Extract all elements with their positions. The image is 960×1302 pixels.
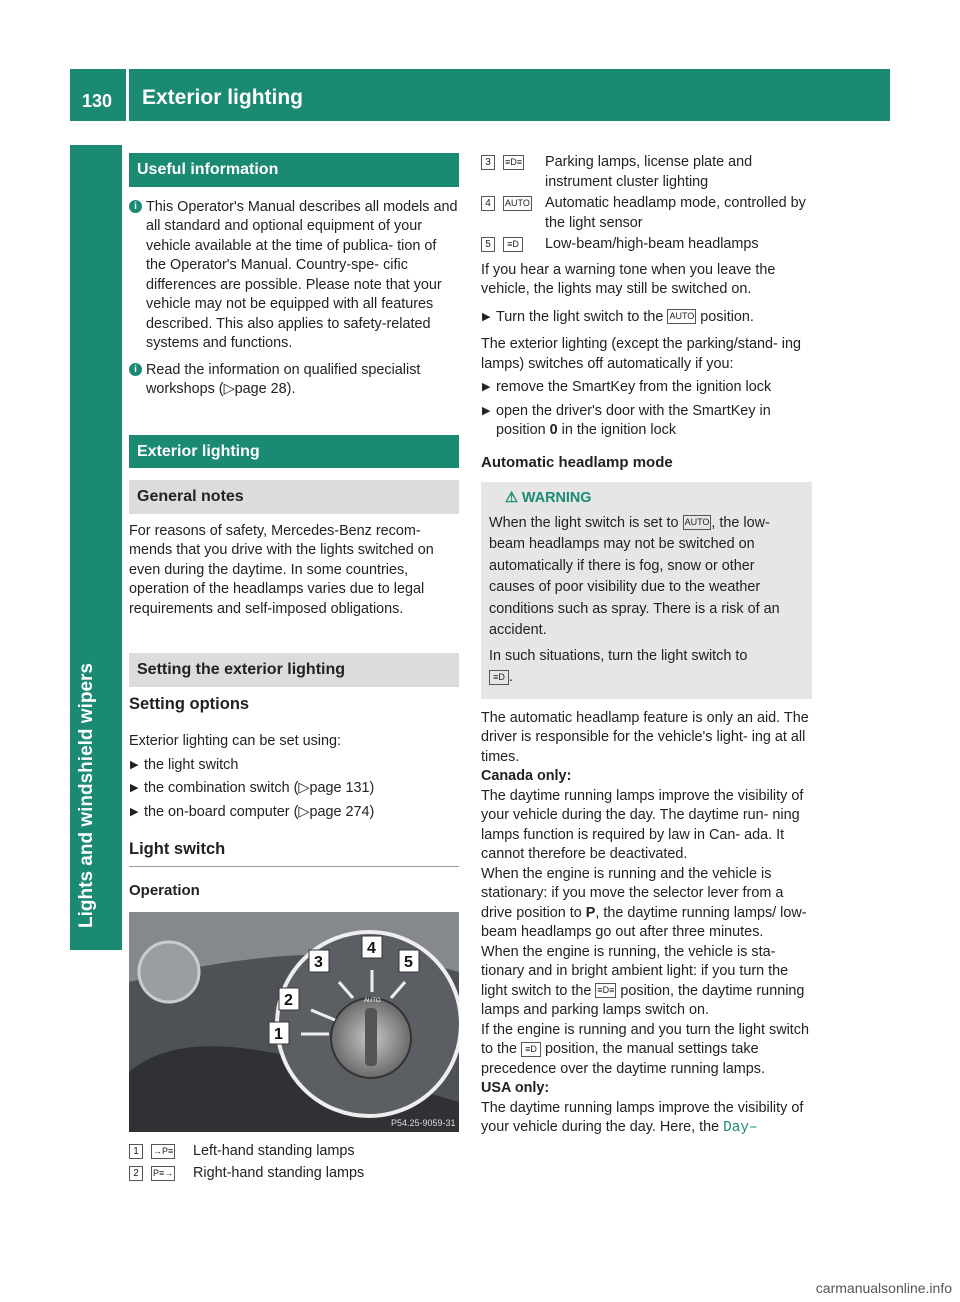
legend-number: 1 bbox=[129, 1144, 143, 1159]
parking-lamps-icon: ≡D≡ bbox=[503, 155, 524, 170]
page-ref-arrow-icon: ▷ bbox=[298, 803, 310, 820]
bullet-icon: ▶ bbox=[130, 758, 139, 771]
bullet-icon: ▶ bbox=[482, 404, 491, 417]
paragraph-part: position, the daytime running lamps and parking lamps switch on. bbox=[481, 982, 805, 1018]
legend-item bbox=[129, 1164, 459, 1184]
list-item bbox=[481, 402, 812, 441]
paragraph-part: , the daytime running lamps/ low-beam headlamps go out after three minutes. bbox=[481, 904, 807, 940]
page-ref-link[interactable]: page 28). bbox=[234, 381, 296, 397]
warning-title-text: WARNING bbox=[521, 490, 592, 506]
low-beam-icon: ≡D bbox=[503, 237, 523, 252]
page-ref-arrow-icon: ▷ bbox=[298, 780, 310, 796]
auto-headlamp-heading: Automatic headlamp mode bbox=[481, 453, 673, 471]
step-arrow-icon: ▶ bbox=[482, 310, 491, 323]
ambient-text bbox=[481, 943, 812, 1021]
auto-headlamp-icon: AUTO bbox=[667, 309, 696, 324]
list-item bbox=[129, 779, 459, 799]
page-header bbox=[70, 69, 890, 121]
warning-tone-text: If you hear a warning tone when you leave the vehicle, the lights may still be switched on. bbox=[481, 261, 776, 297]
canada-text: The daytime running lamps improve the visibility of your vehicle during the day. The daytime run- ning lamps function is required by law in Can- ada. It cannot therefore be deactivated. bbox=[481, 787, 804, 862]
legend-number: 3 bbox=[481, 155, 495, 170]
info-icon: i bbox=[129, 200, 142, 213]
knob-auto-label: AUTO bbox=[364, 998, 381, 1004]
info-note-models bbox=[129, 198, 459, 354]
paragraph-part: position, the manual settings take precedence over the daytime running lamps. bbox=[481, 1041, 765, 1077]
manual-text bbox=[481, 1021, 812, 1080]
photo-code: P54.25-9059-31 bbox=[391, 1118, 456, 1128]
general-notes-text: For reasons of safety, Mercedes-Benz recom- mends that you drive with the lights switched on even during the daytime. In some countries, operation of the headlamps varies due to legal requirements and self-imposed obligations. bbox=[129, 522, 434, 617]
legend-text: Left-hand standing lamps bbox=[193, 1143, 355, 1159]
usa-text bbox=[481, 1099, 812, 1139]
info-icon: i bbox=[129, 363, 142, 376]
left-column bbox=[129, 153, 459, 1183]
paragraph-part: When the engine is running, the vehicle is sta- tionary and in bright ambient light: if you turn the light switch to the bbox=[481, 943, 789, 999]
list-item bbox=[129, 756, 459, 776]
chapter-side-tab bbox=[70, 145, 122, 950]
legend-item bbox=[481, 153, 812, 192]
info-note-workshops bbox=[129, 361, 459, 400]
light-switch-heading: Light switch bbox=[129, 840, 459, 867]
auto-headlamp-icon: AUTO bbox=[503, 196, 532, 211]
legend-number: 4 bbox=[481, 196, 495, 211]
warning-text-part: , the low- beam headlamps may not be switched on automatically if there is fog, snow or other causes of poor visibility due to the weather conditions such as spray. There is a risk of an accident. bbox=[489, 514, 780, 638]
list-item-text: the combination switch ( bbox=[144, 780, 299, 796]
stationary-text bbox=[481, 865, 812, 943]
legend-number: 2 bbox=[129, 1166, 143, 1181]
aid-text: The automatic headlamp feature is only an aid. The driver is responsible for the vehicle's light- ing at all times. bbox=[481, 709, 809, 765]
bullet-icon: ▶ bbox=[130, 805, 139, 818]
position-value: 0 bbox=[549, 422, 558, 438]
auto-headlamp-icon: AUTO bbox=[683, 515, 712, 530]
bullet-icon: ▶ bbox=[130, 782, 139, 794]
legend-item bbox=[481, 194, 812, 233]
instruction-step bbox=[481, 308, 812, 328]
warning-box bbox=[481, 482, 812, 699]
list-item-text: remove the SmartKey from the ignition lock bbox=[496, 379, 772, 395]
right-column bbox=[481, 153, 812, 1139]
list-item bbox=[481, 378, 812, 398]
page-ref-arrow-icon: ▷ bbox=[223, 381, 235, 397]
list-item-text: in the ignition lock bbox=[561, 422, 677, 438]
legend-text: Low-beam/high-beam headlamps bbox=[545, 236, 759, 252]
left-standing-lamps-icon: →P≡ bbox=[151, 1144, 175, 1159]
right-standing-lamps-icon: P≡→ bbox=[151, 1166, 175, 1181]
bullet-icon: ▶ bbox=[482, 381, 491, 393]
low-beam-icon: ≡D bbox=[521, 1042, 541, 1057]
operation-heading: Operation bbox=[129, 881, 200, 899]
dashboard-illustration bbox=[129, 912, 459, 1132]
callout-1: 1 bbox=[274, 1026, 283, 1043]
useful-info-heading: Useful information bbox=[129, 153, 459, 187]
paragraph-part: When the engine is running and the vehicle is stationary: if you move the selector lever from a drive position to bbox=[481, 865, 784, 921]
warning-text bbox=[489, 513, 804, 642]
list-item-text: open the driver's door with the SmartKey in position bbox=[496, 402, 771, 438]
low-beam-icon: ≡D bbox=[489, 670, 509, 685]
usa-heading: USA only: bbox=[481, 1080, 550, 1096]
setting-options-heading: Setting options bbox=[129, 694, 250, 713]
warning-triangle-icon: ⚠ bbox=[505, 490, 518, 506]
callout-5: 5 bbox=[404, 954, 413, 971]
watermark: carmanualsonline.info bbox=[815, 1280, 952, 1296]
parking-lamps-icon: ≡D≡ bbox=[595, 983, 616, 998]
exterior-lighting-heading: Exterior lighting bbox=[129, 435, 459, 469]
setting-exterior-heading: Setting the exterior lighting bbox=[129, 653, 459, 687]
step-text: position. bbox=[700, 308, 754, 325]
paragraph-part: If the engine is running and you turn the light switch to the bbox=[481, 1021, 809, 1057]
step-text: Turn the light switch to the bbox=[496, 308, 664, 325]
gear-value: P bbox=[585, 904, 596, 921]
legend-item bbox=[481, 235, 812, 255]
warning-instruction: In such situations, turn the light switch to ≡D . bbox=[489, 647, 748, 685]
list-item-text: the on-board computer ( bbox=[144, 803, 299, 820]
light-switch-photo bbox=[129, 912, 459, 1132]
warning-text-part: When the light switch is set to bbox=[489, 514, 679, 531]
legend-text: Parking lamps, license plate and instrument cluster lighting bbox=[545, 154, 753, 190]
display-message-link[interactable]: Day– bbox=[723, 1120, 758, 1136]
info-text: Read the information on qualified specialist workshops ( bbox=[146, 361, 421, 397]
legend-number: 5 bbox=[481, 237, 495, 252]
callout-2: 2 bbox=[284, 992, 293, 1009]
warning-text-part: In such situations, turn the light switch to bbox=[489, 647, 748, 664]
callout-3: 3 bbox=[314, 954, 323, 971]
legend-text: Right-hand standing lamps bbox=[193, 1164, 365, 1181]
list-item bbox=[129, 803, 459, 823]
page-ref-link[interactable]: page 131) bbox=[309, 780, 375, 796]
page-ref-link[interactable]: page 274) bbox=[309, 803, 375, 820]
setting-intro: Exterior lighting can be set using: bbox=[129, 733, 341, 749]
page-title: Exterior lighting bbox=[142, 86, 304, 109]
legend-item bbox=[129, 1142, 459, 1162]
chapter-label: Lights and windshield wipers bbox=[76, 663, 97, 928]
info-text: This Operator's Manual describes all models and all standard and optional equipment of your vehicle available at the time of publica- tion of the Operator's Manual. Country-spe- cific differences are possible. Please note that your vehicle may not be equipped with all features described. This also applies to safety-related systems and functions. bbox=[146, 198, 458, 351]
auto-off-text: The exterior lighting (except the parking/stand- ing lamps) switches off automatically if you: bbox=[481, 336, 801, 372]
canada-heading: Canada only: bbox=[481, 768, 572, 784]
legend-text: Automatic headlamp mode, controlled by the light sensor bbox=[545, 195, 806, 231]
page-number: 130 bbox=[82, 91, 113, 111]
list-item-text: the light switch bbox=[144, 756, 239, 773]
header-divider bbox=[126, 69, 129, 121]
callout-4: 4 bbox=[367, 940, 376, 957]
warning-title bbox=[489, 488, 804, 510]
paragraph-part: The daytime running lamps improve the visibility of your vehicle during the day. Here, the bbox=[481, 1099, 804, 1135]
general-notes-heading: General notes bbox=[129, 480, 459, 514]
